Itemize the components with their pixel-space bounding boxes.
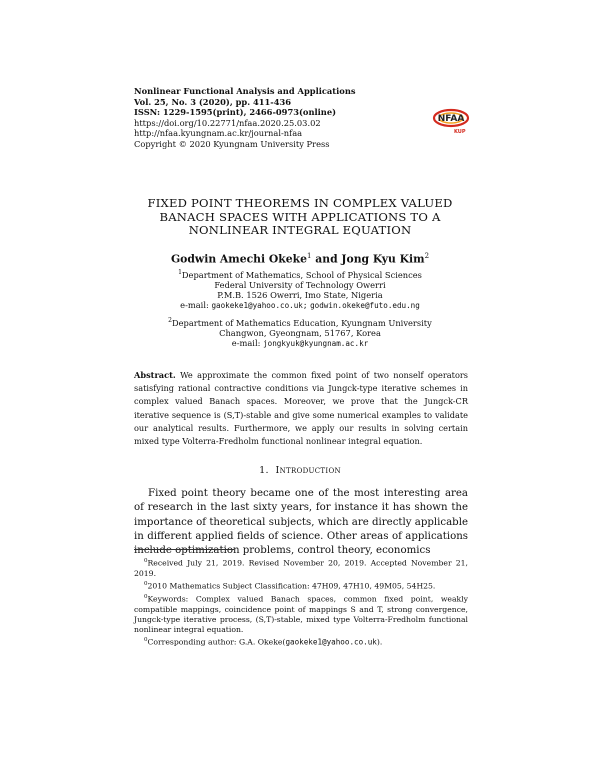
title-line-1: FIXED POINT THEOREMS IN COMPLEX VALUED: [147, 196, 453, 210]
email-link-2[interactable]: godwin.okeke@futo.edu.ng: [310, 301, 420, 311]
nfaa-logo: [432, 105, 472, 135]
affiliation-2-line-2: Changwon, Gyeongnam, 51767, Korea: [219, 327, 381, 338]
journal-url[interactable]: http://nfaa.kyungnam.ac.kr/journal-nfaa: [134, 128, 303, 139]
section-title: Introduction: [275, 465, 341, 476]
intro-paragraph: Fixed point theory became one of the most interesting area of research in the last sixty years, for instance it has shown the importance of theoretical subjects, which are directly applicable in different applied fields of science. Other areas of applications include optimization problems, control theory, economics: [134, 488, 468, 557]
footnote-corresponding: $^0$Corresponding author: G.A. Okeke(gaokeke1@yahoo.co.uk).: [144, 637, 383, 647]
email-link-1[interactable]: gaokeke1@yahoo.co.uk;: [211, 301, 308, 311]
journal-issn: ISSN: 1229-1595(print), 2466-0973(online): [134, 107, 337, 118]
author-1-mark: 1: [307, 252, 312, 260]
footnote-mark: 0: [144, 593, 148, 600]
footnote-divider: [134, 549, 234, 550]
footnote-received: $^0$Received July 21, 2019. Revised November 20, 2019. Accepted November 21, 2019.: [134, 558, 468, 578]
paper-title: [0, 197, 600, 238]
affiliation-2-line-1: Department of Mathematics Education, Kyungnam University: [171, 317, 432, 328]
footnote-keywords: $^0$Keywords: Complex valued Banach spaces, common fixed point, weakly compatible mappings, coincidence point of mappings S and T, strong convergence, Jungck-type iterative process, (S,T)-stable, mixed type Volterra-Fredholm functional nonlinear integral equation.: [134, 593, 468, 634]
authors: [0, 252, 600, 266]
abstract: [134, 369, 468, 448]
author-2-mark: 2: [424, 252, 430, 260]
authors-and: and: [311, 252, 342, 266]
affiliation-2-mark: 2: [168, 317, 172, 324]
footnote-msc: $^0$2010 Mathematics Subject Classification: 47H09, 47H10, 49M05, 54H25.: [144, 580, 436, 591]
email-label: e-mail:: [231, 338, 264, 349]
footnote-mark: 0: [144, 558, 148, 564]
affiliation-2: [0, 316, 600, 349]
author-1: Godwin Amechi Okeke: [170, 252, 307, 266]
footnote-mark: 0: [144, 580, 148, 587]
section-number: 1.: [259, 465, 269, 476]
corresponding-email[interactable]: gaokeke1@yahoo.co.uk: [285, 637, 377, 647]
doi-link[interactable]: https://doi.org/10.22771/nfaa.2020.25.03.02: [134, 117, 321, 128]
logo-text: NFAA: [437, 114, 465, 124]
affiliation-1-line-1: Department of Mathematics, School of Physical Sciences: [181, 269, 422, 280]
copyright: Copyright © 2020 Kyungnam University Press: [134, 138, 330, 149]
abstract-text: We approximate the common fixed point of two nonself operators satisfying rational contractive conditions via Jungck-type iterative schemes in complex valued Banach spaces. Moreover, we prove that the Jungck-CR iterative sequence is (S,T)-stable and give some numerical examples to validate our analytical results. Furthermore, we apply our results in solving certain mixed type Volterra-Fredholm functional nonlinear integral equation.: [134, 370, 468, 447]
footnotes: [134, 556, 468, 648]
logo-subtext: KUP: [454, 129, 466, 135]
journal-name: Nonlinear Functional Analysis and Applications: [134, 86, 356, 96]
section-heading: [0, 465, 600, 476]
journal-volume: Vol. 25, No. 3 (2020), pp. 411-436: [134, 96, 292, 107]
journal-header: [134, 86, 356, 150]
affiliation-1-mark: 1: [178, 269, 182, 276]
abstract-label: Abstract.: [134, 370, 176, 380]
email-label: e-mail:: [180, 300, 212, 311]
footnote-mark: 0: [144, 637, 148, 644]
title-line-3: NONLINEAR INTEGRAL EQUATION: [188, 223, 412, 238]
affiliation-1-line-3: P.M.B. 1526 Owerri, Imo State, Nigeria: [217, 290, 383, 301]
author-2: Jong Kyu Kim: [341, 252, 425, 266]
title-line-2: BANACH SPACES WITH APPLICATIONS TO A: [159, 209, 441, 224]
affiliation-1: [0, 268, 600, 312]
affiliation-1-line-2: Federal University of Technology Owerri: [214, 279, 386, 290]
email-link-3[interactable]: jongkyuk@kyungnam.ac.kr: [263, 339, 369, 349]
